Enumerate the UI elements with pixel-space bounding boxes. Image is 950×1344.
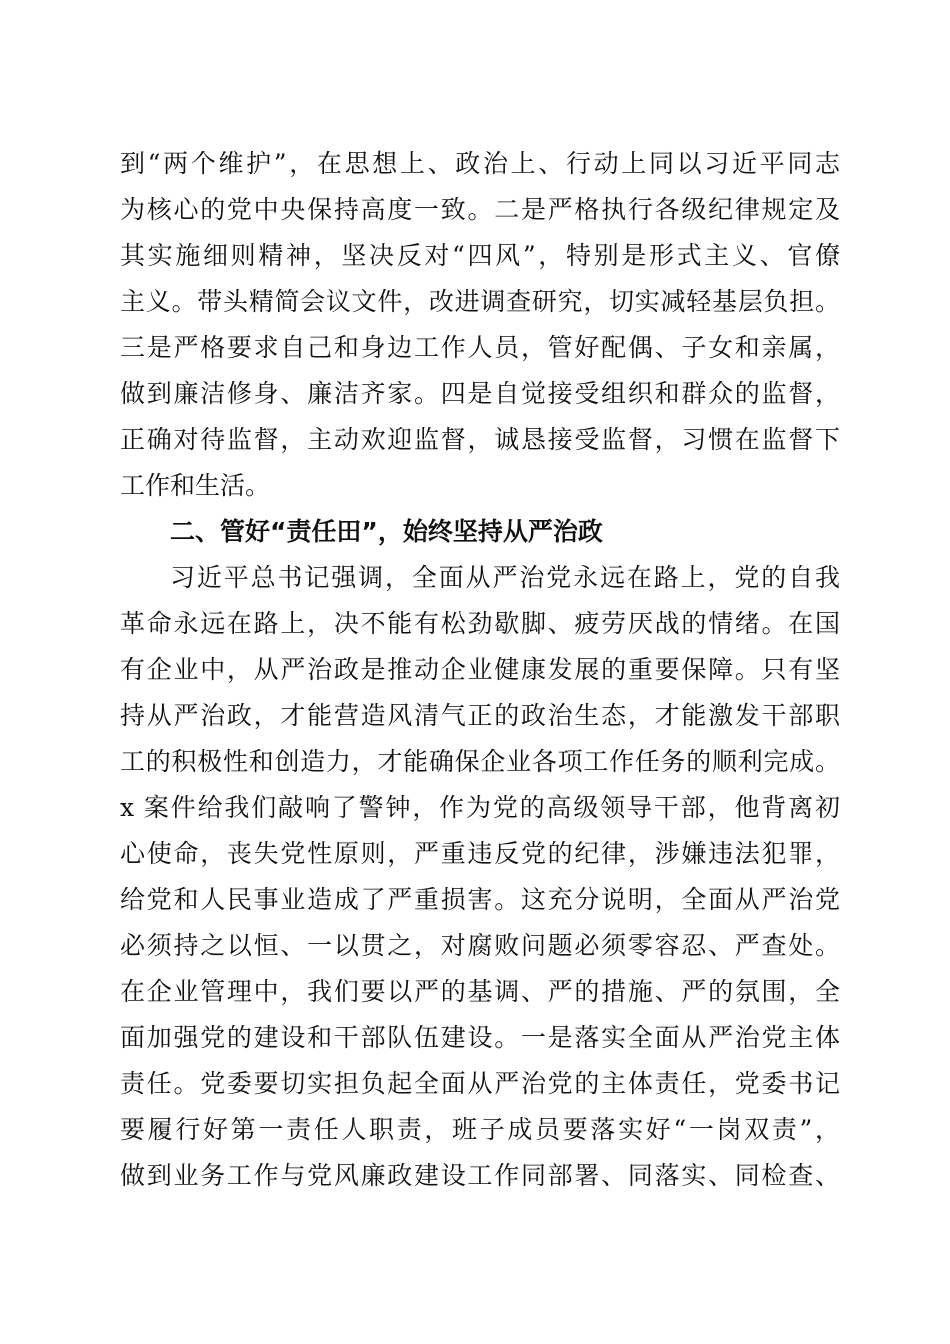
- paragraph-2-line-5: 工的积极性和创造力，才能确保企业各项工作任务的顺利完成。: [120, 747, 840, 776]
- paragraph-2-line-11: 面加强党的建设和干部队伍建设。一是落实全面从严治党主体: [120, 1023, 840, 1052]
- paragraph-2-line-12: 责任。党委要切实担负起全面从严治党的主体责任，党委书记: [120, 1069, 840, 1098]
- section-heading: 二、管好“责任田”，始终坚持从严治政: [170, 517, 603, 546]
- paragraph-2-line-14: 做到业务工作与党风廉政建设工作同部署、同落实、同检查、: [120, 1161, 840, 1190]
- paragraph-2-line-1: 习近平总书记强调，全面从严治党永远在路上，党的自我: [170, 563, 840, 592]
- paragraph-2-line-9: 必须持之以恒、一以贯之，对腐败问题必须零容忍、严查处。: [120, 931, 840, 960]
- paragraph-1-line-2: 为核心的党中央保持高度一致。二是严格执行各级纪律规定及: [120, 195, 840, 224]
- paragraph-2-line-3: 有企业中，从严治政是推动企业健康发展的重要保障。只有坚: [120, 655, 840, 684]
- paragraph-1-line-6: 做到廉洁修身、廉洁齐家。四是自觉接受组织和群众的监督，: [120, 379, 840, 408]
- paragraph-1-line-7: 正确对待监督，主动欢迎监督，诚恳接受监督，习惯在监督下: [120, 425, 840, 454]
- paragraph-2-line-13: 要履行好第一责任人职责，班子成员要落实好“一岗双责”，: [120, 1115, 840, 1144]
- paragraph-2-line-7: 心使命，丧失党性原则，严重违反党的纪律，涉嫌违法犯罪，: [120, 839, 840, 868]
- paragraph-2-line-2: 革命永远在路上，决不能有松劲歇脚、疲劳厌战的情绪。在国: [120, 609, 840, 638]
- paragraph-2-line-8: 给党和人民事业造成了严重损害。这充分说明，全面从严治党: [120, 885, 840, 914]
- paragraph-2-line-4: 持从严治政，才能营造风清气正的政治生态，才能激发干部职: [120, 701, 840, 730]
- paragraph-1-line-8: 工作和生活。: [120, 471, 271, 500]
- paragraph-2-line-6: x 案件给我们敲响了警钟，作为党的高级领导干部，他背离初: [120, 793, 840, 822]
- paragraph-1-line-3: 其实施细则精神，坚决反对“四风”，特别是形式主义、官僚: [120, 241, 840, 270]
- paragraph-1-line-5: 三是严格要求自己和身边工作人员，管好配偶、子女和亲属，: [120, 333, 840, 362]
- paragraph-2-line-10: 在企业管理中，我们要以严的基调、严的措施、严的氛围，全: [120, 977, 840, 1006]
- paragraph-1-line-1: 到“两个维护”，在思想上、政治上、行动上同以习近平同志: [120, 149, 840, 178]
- paragraph-1-line-4: 主义。带头精简会议文件，改进调查研究，切实减轻基层负担。: [120, 287, 840, 316]
